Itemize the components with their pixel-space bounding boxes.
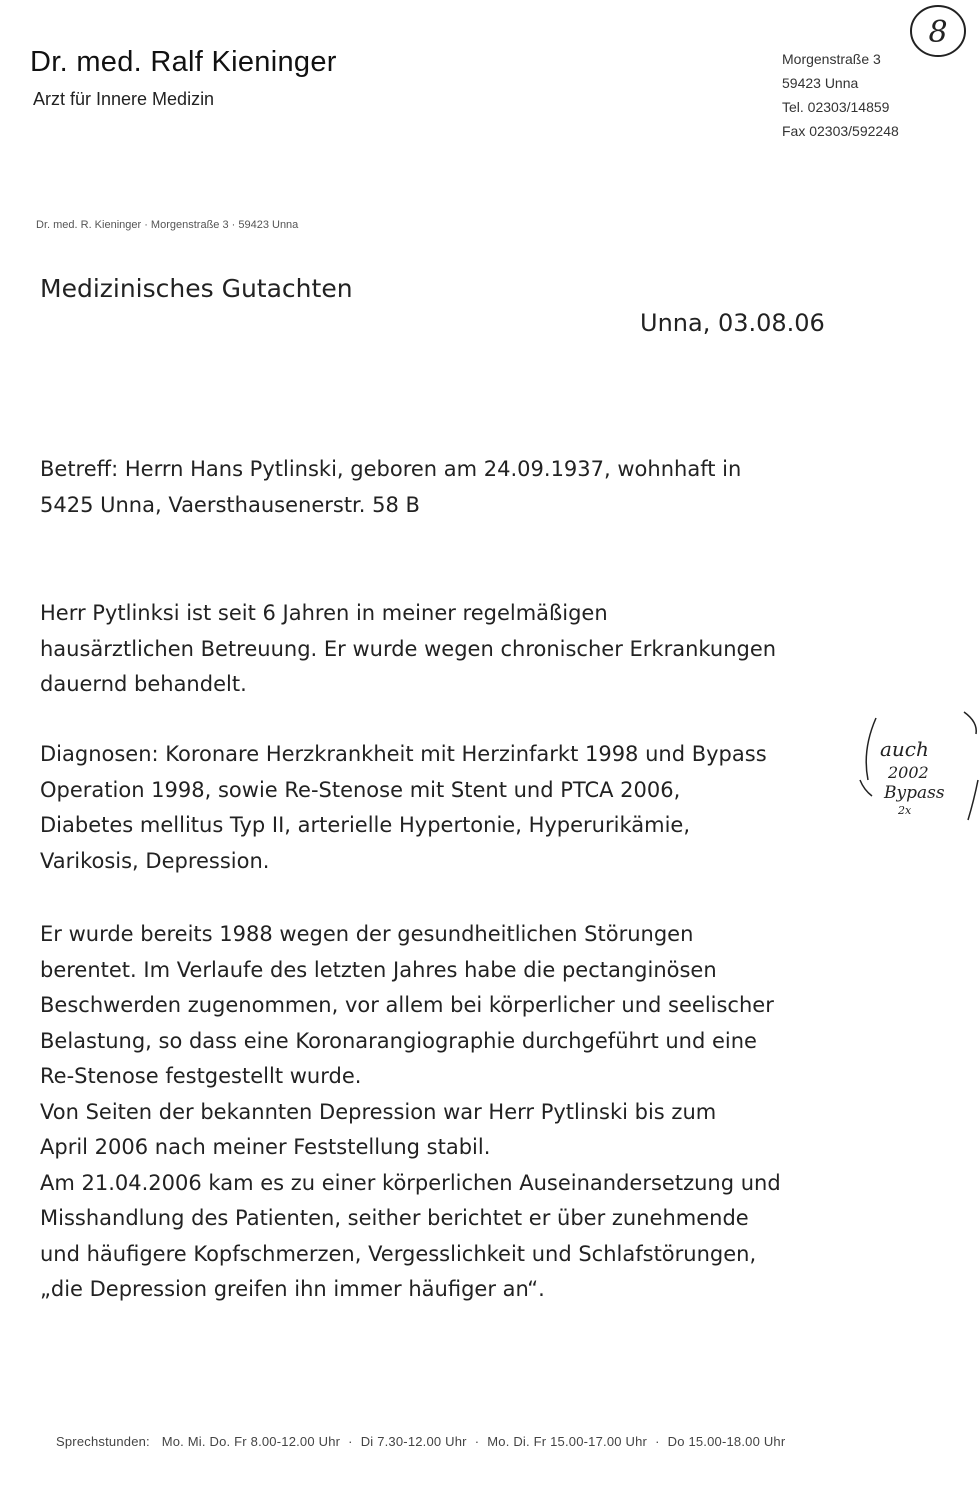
text-line: Varikosis, Depression. <box>40 848 270 873</box>
office-hours-slot: Di 7.30-12.00 Uhr <box>360 1434 467 1449</box>
text-line: Von Seiten der bekannten Depression war Herr Pytlinski bis zum <box>40 1099 717 1124</box>
letterhead-address <box>782 47 899 143</box>
text-line: „die Depression greifen ihn immer häufiger an“. <box>40 1277 545 1301</box>
text-line: Re-Stenose festgestellt wurde. <box>40 1064 362 1088</box>
separator-dot: · <box>655 1434 660 1449</box>
doctor-specialty: Arzt für Innere Medizin <box>33 89 215 109</box>
text-line: 5425 Unna, Vaersthausenerstr. 58 B <box>40 492 420 517</box>
text-line: Herr Pytlinksi ist seit 6 Jahren in meiner regelmäßigen <box>40 601 608 625</box>
address-street: Morgenstraße 3 <box>782 51 881 67</box>
text-line: Operation 1998, sowie Re-Stenose mit Stent und PTCA 2006, <box>40 777 681 802</box>
margin-note-line: 2002 <box>888 763 929 782</box>
text-line: berentet. Im Verlaufe des letzten Jahres habe die pectanginösen <box>40 957 717 982</box>
page-number-circle <box>908 2 968 62</box>
address-phone: Tel. 02303/14859 <box>782 99 890 115</box>
separator-dot: · <box>348 1434 353 1449</box>
text-line: dauernd behandelt. <box>40 672 247 696</box>
separator-dot: · <box>474 1434 480 1449</box>
address-fax: Fax 02303/592248 <box>782 123 899 139</box>
footer-label: Sprechstunden: <box>56 1434 150 1449</box>
office-hours-slot: Do 15.00-18.00 Uhr <box>667 1434 786 1449</box>
document-date: Unna, 03.08.06 <box>640 309 825 337</box>
text-line: Am 21.04.2006 kam es zu einer körperlichen Auseinandersetzung und <box>40 1170 781 1195</box>
office-hours-footer <box>56 1434 785 1449</box>
diagnoses-paragraph <box>40 737 870 879</box>
text-line: Beschwerden zugenommen, vor allem bei körperlicher und seelischer <box>40 993 774 1017</box>
text-line: hausärztlichen Betreuung. Er wurde wegen chronischer Erkrankungen <box>40 636 777 661</box>
office-hours-slot: Mo. Mi. Do. Fr 8.00-12.00 Uhr <box>161 1434 341 1449</box>
document-title: Medizinisches Gutachten <box>40 274 353 303</box>
text-line: Er wurde bereits 1988 wegen der gesundheitlichen Störungen <box>40 922 694 946</box>
margin-note-line: auch <box>880 737 929 761</box>
return-address: Dr. med. R. Kieninger · Morgenstraße 3 · 59423 Unna <box>36 219 299 231</box>
text-line: Diagnosen: Koronare Herzkrankheit mit Herzinfarkt 1998 und Bypass <box>40 742 767 766</box>
page-number: 8 <box>928 15 948 50</box>
text-line: Belastung, so dass eine Koronarangiographie durchgeführt und eine <box>40 1028 757 1053</box>
text-line: Diabetes mellitus Typ II, arterielle Hypertonie, Hyperurikämie, <box>40 813 690 837</box>
handwritten-margin-note <box>838 710 980 830</box>
history-paragraph <box>40 917 870 1308</box>
text-line: April 2006 nach meiner Feststellung stabil. <box>40 1135 491 1159</box>
intro-paragraph <box>40 596 870 703</box>
subject-paragraph <box>40 452 870 523</box>
text-line: Misshandlung des Patienten, seither berichtet er über zunehmende <box>40 1206 749 1230</box>
margin-note-line: Bypass <box>884 783 945 803</box>
text-line: und häufigere Kopfschmerzen, Vergesslichkeit und Schlafstörungen, <box>40 1241 757 1266</box>
text-line: Betreff: Herrn Hans Pytlinski, geboren am 24.09.1937, wohnhaft in <box>40 457 742 481</box>
doctor-name: Dr. med. Ralf Kieninger <box>30 46 337 78</box>
margin-note-line: 2x <box>898 804 912 817</box>
office-hours-slot: Mo. Di. Fr 15.00-17.00 Uhr <box>487 1434 648 1449</box>
address-city: 59423 Unna <box>782 75 859 91</box>
